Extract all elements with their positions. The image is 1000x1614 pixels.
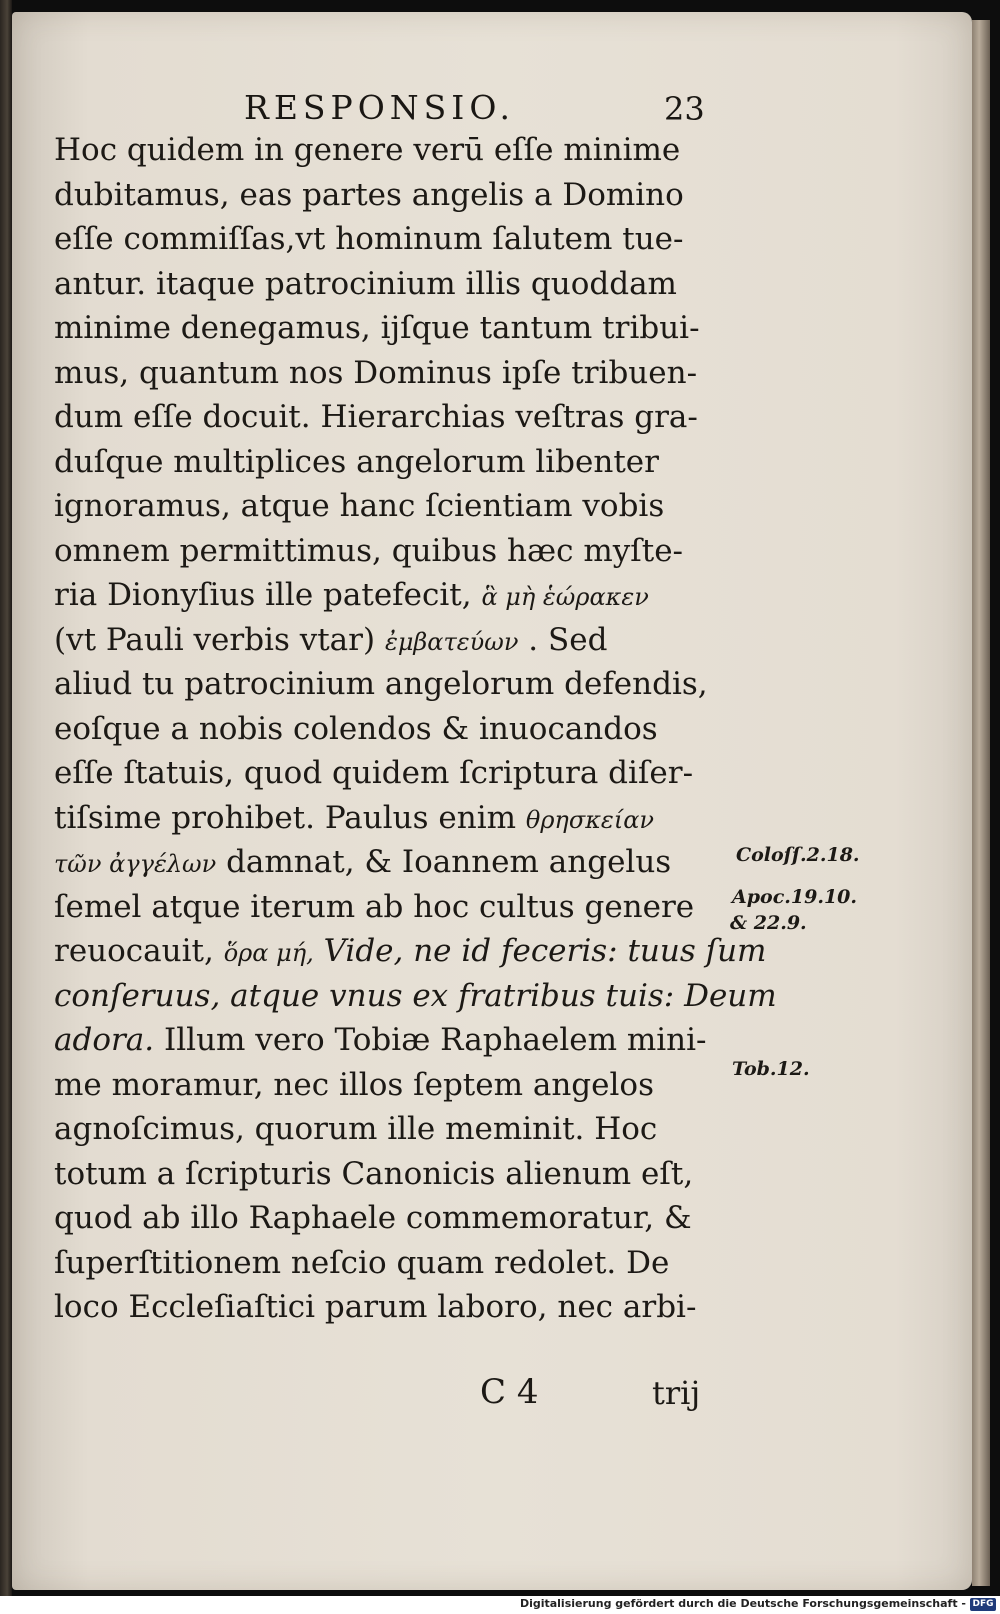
greek-phrase: ὅρα μή, [223,939,314,967]
text-line: dubitamus, eas partes angelis a Domino [54,176,684,213]
page-fore-edge [972,20,990,1586]
greek-phrase: ἃ μὴ ἑώρακεν [481,583,649,611]
text-line: conſeruus, atque vnus ex fratribus tuis: Deum [54,977,777,1014]
text-line: totum a ſcripturis Canonicis alienum eſt, [54,1155,694,1192]
page-header [244,88,724,132]
funding-credit: Digitalisierung gefördert durch die Deutsche Forschungsgemeinschaft - [519,1597,966,1610]
footer-bar [0,1596,1000,1614]
text-fragment: reuocauit, [54,933,214,969]
italic-quotation: Vide, ne id feceris: tuus ſum [323,933,767,969]
text-line [54,929,767,974]
text-line: me moramur, nec illos ſeptem angelos [54,1066,654,1103]
text-line: antur. itaque patrocinium illis quoddam [54,265,677,302]
greek-phrase: θρησκείαν [525,805,655,834]
margin-note: Tob.12. [732,1058,810,1080]
text-line: eſſe commiſſas,vt hominum ſalutem tue- [54,221,684,257]
text-line [54,573,724,618]
text-line [54,1018,724,1063]
text-line: duſque multiplices angelorum libenter [54,443,659,480]
text-line: ſuperſtitionem neſcio quam redolet. De [54,1244,670,1281]
text-line: minime denegamus, ijſque tantum tribui- [54,310,700,346]
text-fragment: Illum vero Tobiæ Raphaelem mini- [164,1022,707,1058]
text-line: aliud tu patrocinium angelorum defendis, [54,666,708,702]
text-fragment: damnat, & Ioannem angelus [226,844,672,880]
text-fragment: ria Dionyſius ille patefecit, [54,577,472,613]
margin-note: Coloſſ.2.18. [736,844,860,866]
catchline [480,1372,720,1422]
greek-phrase: ἐμβατεύων [384,627,519,656]
greek-phrase: τῶν ἀγγέλων [54,850,217,878]
text-line: quod ab illo Raphaele commemoratur, & [54,1200,692,1236]
text-fragment: . Sed [528,621,608,658]
page-number: 23 [664,90,705,128]
text-line: Hoc quidem in genere verū eſſe minime [54,132,681,168]
text-fragment: tiſsime prohibet. Paulus enim [54,799,517,836]
text-line: ſemel atque iterum ab hoc cultus genere [54,888,695,925]
text-line: dum eſſe docuit. Hierarchias veſtras gra- [54,399,698,435]
text-line [54,796,724,841]
text-line: eſſe ſtatuis, quod quidem ſcriptura diſer- [54,755,694,791]
text-line: loco Eccleſiaſtici parum laboro, nec arbi- [54,1289,697,1325]
text-fragment: (vt Pauli verbis vtar) [54,621,376,658]
running-head: RESPONSIO. [244,88,515,127]
text-line: mus, quantum nos Dominus ipſe tribuen- [54,354,698,391]
text-line: agnoſcimus, quorum ille meminit. Hoc [54,1111,658,1147]
margin-note: Apoc.19.10. [732,886,857,908]
margin-note: & 22.9. [730,912,807,934]
italic-quotation: adora. [54,1022,155,1058]
text-line [54,840,724,885]
text-line: eoſque a nobis colendos & inuocandos [54,710,658,747]
signature-mark: C 4 [480,1372,539,1412]
adjacent-page-edge [0,0,12,1596]
text-line [54,618,724,663]
text-line: omnem permittimus, quibus hæc myſte- [54,532,684,569]
catchword: trij [652,1374,701,1412]
dfg-logo: DFG [970,1598,996,1611]
text-line: ignoramus, atque hanc ſcientiam vobis [54,488,665,524]
